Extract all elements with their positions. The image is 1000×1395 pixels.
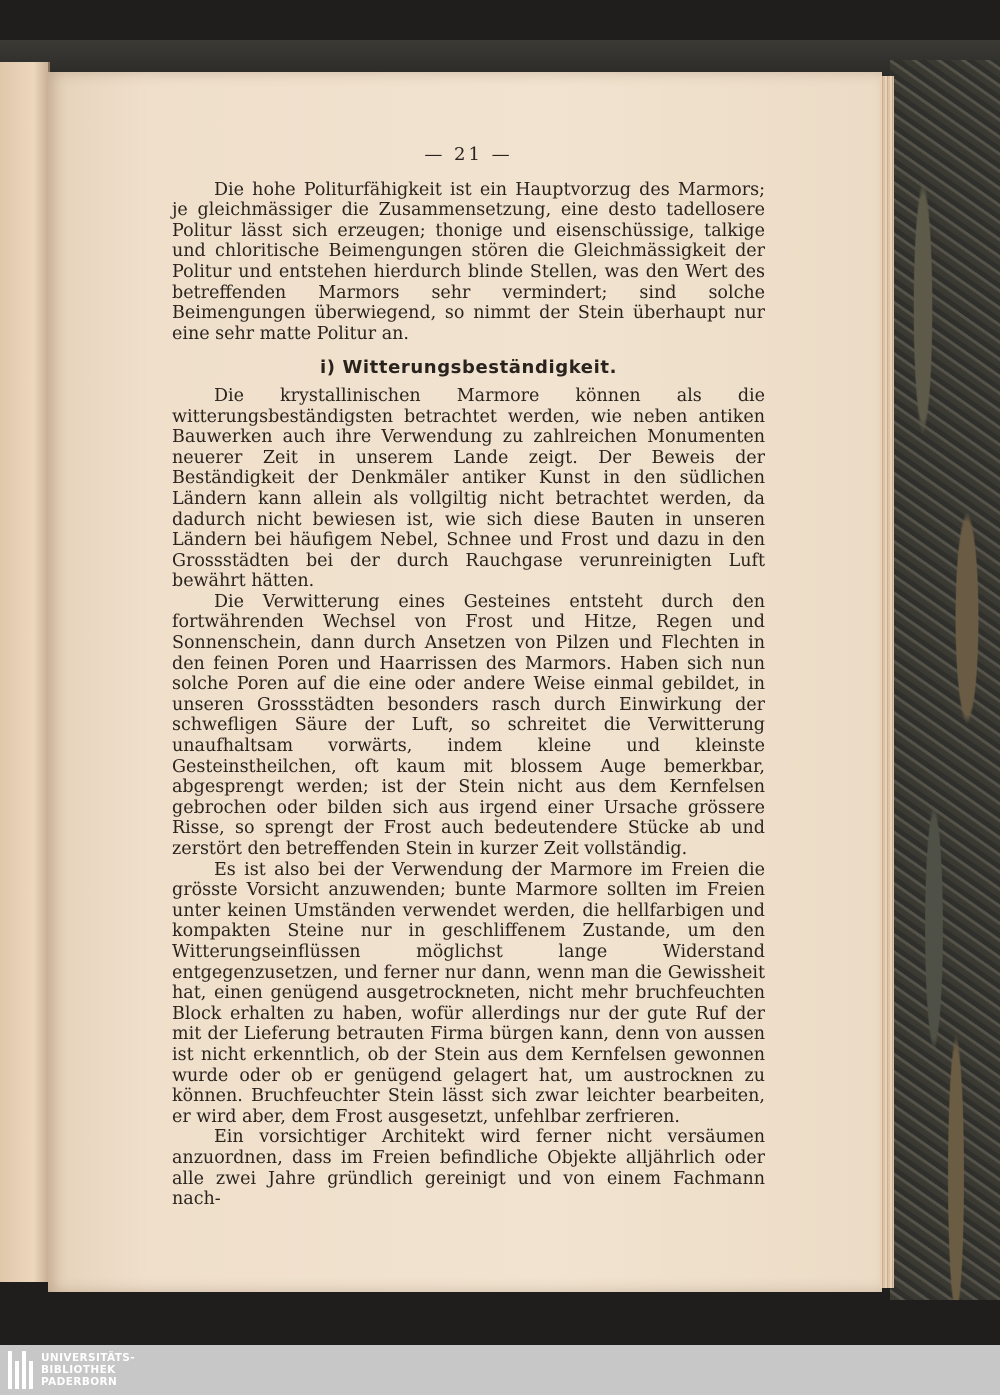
paragraph-2: Die Verwitterung eines Gesteines entsteht durch den fortwährenden Wechsel von Frost und Hitze, Regen und Sonnenschein, dann durch Ansetzen von Pilzen und Flechten in den feinen Poren und Haarrissen des Marmors. Haben sich nun solche Poren auf die eine oder andere Weise einmal gebildet, in unseren Grossstädten besonders rasch durch Einwirkung der schwefligen Säure der Luft, so schreitet die Verwitterung unaufhaltsam vorwärts, indem kleine und kleinste Gesteinstheilchen, oft kaum mit blossem Auge bemerkbar, abgesprengt werden; ist der Stein nicht aus dem Kernfelsen gebrochen oder bilden sich aus irgend einer Ursache grössere Risse, so sprengt der Frost auch bedeutendere Stücke ab und zerstört den betreffenden Stein in kurzer Zeit vollständig. <box>172 591 765 859</box>
page-text <box>172 145 765 1210</box>
logo-line-2: BIBLIOTHEK <box>41 1364 116 1376</box>
library-logo <box>8 1350 135 1390</box>
library-footer <box>0 1345 1000 1395</box>
paragraph-3: Es ist also bei der Verwendung der Marmore im Freien die grösste Vorsicht anzuwenden; bunte Marmore sollten im Freien unter keinen Umständen verwendet werden, die hellfarbigen und kompakten Steine nur in geschliffenem Zustande, um den Witterungseinflüssen möglichst lange Widerstand entgegenzusetzen, und ferner nur dann, wenn man die Gewissheit hat, einen genügend ausgetrockneten, nicht mehr bruchfeuchten Block erhalten zu haben, wofür allerdings nur der gute Ruf der mit der Lieferung betrauten Firma bürgen kann, denn von aussen ist nicht erkenntlich, ob der Stein aus dem Kernfelsen gewonnen wurde oder ob er genügend gelagert hat, um austrocknen zu können. Bruchfeuchter Stein lässt sich zwar leichter bearbeiten, er wird aber, dem Frost ausgesetzt, unfehlbar zerfrieren. <box>172 859 765 1127</box>
logo-line-3: PADERBORN <box>41 1376 118 1388</box>
logo-text <box>41 1352 135 1388</box>
logo-bars-icon <box>8 1351 33 1389</box>
page-number: — 21 — <box>424 144 513 165</box>
page-stack-edge <box>880 76 894 1288</box>
marbled-endpaper <box>890 60 1000 1300</box>
logo-line-1: UNIVERSITÄTS- <box>41 1352 136 1364</box>
paragraph-4: Ein vorsichtiger Architekt wird ferner nicht versäumen anzuordnen, dass im Freien befindliche Objekte alljährlich oder alle zwei Jahre gründlich gereinigt und von einem Fachmann nach- <box>172 1127 765 1210</box>
left-page-edge <box>0 62 50 1282</box>
paragraph-politur: Die hohe Politurfähigkeit ist ein Hauptvorzug des Marmors; je gleichmässiger die Zusammensetzung, eine desto tadellosere Politur lässt sich erzeugen; thonige und eisenschüssige, talkige und chloritische Beimengungen stören die Gleichmässigkeit der Politur und entstehen hierdurch blinde Stellen, was den Wert des betreffenden Marmors sehr vermindert; sind solche Beimengungen überwiegend, so nimmt der Stein überhaupt nur eine sehr matte Politur an. <box>172 179 765 344</box>
section-heading: i) Witterungsbeständigkeit. <box>319 357 618 379</box>
paragraph-1: Die krystallinischen Marmore können als die witterungsbeständigsten betrachtet werden, wie neben antiken Bauwerken auch ihre Verwendung zu zahlreichen Monumenten neuerer Zeit in unserem Lande zeigt. Der Beweis der Beständigkeit der Denkmäler antiker Kunst in den südlichen Ländern kann allein als vollgiltig nicht betrachtet werden, da dadurch nicht bewiesen ist, wie sich diese Bauten in unseren Ländern bei häufigem Nebel, Schnee und Frost und dazu in den Grossstädten bei der durch Rauchgase verunreinigten Luft bewährt hätten. <box>172 385 765 592</box>
